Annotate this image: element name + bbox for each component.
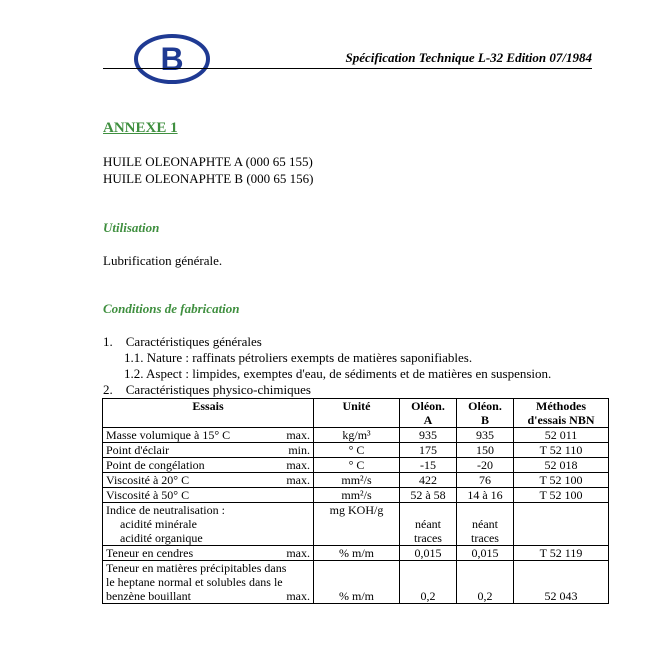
header-oleon-a-line1: Oléon. bbox=[411, 399, 445, 413]
ash-essai: Teneur en cendres bbox=[106, 546, 194, 560]
precip-essai-cell bbox=[103, 561, 314, 604]
unit-cell: mm²/s bbox=[314, 488, 400, 503]
neutral-essai-cell bbox=[103, 503, 314, 546]
list-item-1: 1. Caractéristiques générales bbox=[103, 334, 262, 349]
essai-label: Point d'éclair bbox=[106, 443, 170, 457]
precip-limit: max. bbox=[286, 589, 310, 603]
conditions-heading: Conditions de fabrication bbox=[103, 301, 240, 316]
header-methodes bbox=[514, 399, 609, 428]
precip-line3: benzène bouillant bbox=[106, 589, 191, 603]
unit-cell: ° C bbox=[314, 458, 400, 473]
header-methodes-line2: d'essais NBN bbox=[527, 413, 595, 427]
oleon-a-cell: 52 à 58 bbox=[400, 488, 457, 503]
document-header-title: Spécification Technique L-32 Edition 07/1984 bbox=[345, 50, 592, 65]
ash-b: 0,015 bbox=[457, 546, 514, 561]
oleon-a-cell: -15 bbox=[400, 458, 457, 473]
ash-method: T 52 119 bbox=[514, 546, 609, 561]
oleon-a-cell: 175 bbox=[400, 443, 457, 458]
oleon-a-cell: 935 bbox=[400, 428, 457, 443]
essai-cell bbox=[103, 428, 314, 443]
neutral-b2: traces bbox=[471, 531, 499, 545]
essai-limit: max. bbox=[286, 428, 310, 442]
table-row bbox=[103, 503, 609, 546]
precip-method: 52 043 bbox=[514, 561, 609, 604]
precip-b: 0,2 bbox=[457, 561, 514, 604]
table-row bbox=[103, 488, 609, 503]
essai-limit: max. bbox=[286, 473, 310, 487]
oleon-b-cell: 935 bbox=[457, 428, 514, 443]
table-row bbox=[103, 443, 609, 458]
method-cell: 52 011 bbox=[514, 428, 609, 443]
list-item-2: 2. Caractéristiques physico-chimiques bbox=[103, 382, 311, 397]
neutral-sub2: acidité organique bbox=[120, 531, 203, 545]
method-cell: 52 018 bbox=[514, 458, 609, 473]
unit-cell: kg/m³ bbox=[314, 428, 400, 443]
table-row bbox=[103, 546, 609, 561]
oleon-b-cell: 14 à 16 bbox=[457, 488, 514, 503]
ash-essai-cell bbox=[103, 546, 314, 561]
essai-cell bbox=[103, 458, 314, 473]
neutral-method bbox=[514, 503, 609, 546]
list-item-1-1: 1.1. Nature : raffinats pétroliers exempts de matières saponifiables. bbox=[124, 350, 473, 365]
neutral-a2: traces bbox=[414, 531, 442, 545]
svg-text:B: B bbox=[160, 41, 184, 77]
essai-limit: min. bbox=[288, 443, 310, 457]
method-cell: T 52 100 bbox=[514, 488, 609, 503]
header-essais: Essais bbox=[103, 399, 314, 428]
header-oleon-b-line1: Oléon. bbox=[468, 399, 502, 413]
product-line-b: HUILE OLEONAPHTE B (000 65 156) bbox=[103, 171, 314, 186]
precip-a: 0,2 bbox=[400, 561, 457, 604]
annex-title: ANNEXE 1 bbox=[103, 120, 178, 136]
neutral-a1: néant bbox=[415, 517, 441, 531]
neutral-a-cell bbox=[400, 503, 457, 546]
header-unite: Unité bbox=[314, 399, 400, 428]
precip-line2: le heptane normal et solubles dans le bbox=[106, 575, 283, 589]
precip-unit: % m/m bbox=[314, 561, 400, 604]
table-header-row bbox=[103, 399, 609, 428]
essai-label: Viscosité à 20° C bbox=[106, 473, 190, 487]
oleon-b-cell: 150 bbox=[457, 443, 514, 458]
table-row bbox=[103, 428, 609, 443]
essai-label: Viscosité à 50° C bbox=[106, 488, 190, 502]
essai-label: Point de congélation bbox=[106, 458, 205, 472]
list-item-1-2: 1.2. Aspect : limpides, exemptes d'eau, de sédiments et de matières en suspension. bbox=[124, 366, 552, 381]
oleon-b-cell: -20 bbox=[457, 458, 514, 473]
essai-cell bbox=[103, 473, 314, 488]
header-divider bbox=[103, 68, 592, 69]
method-cell: T 52 110 bbox=[514, 443, 609, 458]
header-oleon-a bbox=[400, 399, 457, 428]
neutral-label: Indice de neutralisation : bbox=[106, 503, 225, 517]
table-row bbox=[103, 473, 609, 488]
essai-cell bbox=[103, 488, 314, 503]
oleon-b-cell: 76 bbox=[457, 473, 514, 488]
essai-limit: max. bbox=[286, 458, 310, 472]
product-line-a: HUILE OLEONAPHTE A (000 65 155) bbox=[103, 154, 313, 169]
neutral-b-cell bbox=[457, 503, 514, 546]
essai-label: Masse volumique à 15° C bbox=[106, 428, 231, 442]
ash-unit: % m/m bbox=[314, 546, 400, 561]
ash-a: 0,015 bbox=[400, 546, 457, 561]
method-cell: T 52 100 bbox=[514, 473, 609, 488]
utilisation-text: Lubrification générale. bbox=[103, 253, 223, 268]
sncb-logo bbox=[134, 34, 210, 84]
header-oleon-a-line2: A bbox=[423, 413, 433, 427]
ash-limit: max. bbox=[286, 546, 310, 560]
oleon-a-cell: 422 bbox=[400, 473, 457, 488]
utilisation-heading: Utilisation bbox=[103, 220, 160, 235]
precip-line1: Teneur en matières précipitables dans bbox=[106, 561, 287, 575]
unit-cell: ° C bbox=[314, 443, 400, 458]
spec-table bbox=[102, 398, 609, 604]
neutral-b1: néant bbox=[472, 517, 498, 531]
essai-cell bbox=[103, 443, 314, 458]
header-oleon-b-line2: B bbox=[480, 413, 489, 427]
unit-cell: mm²/s bbox=[314, 473, 400, 488]
header-oleon-b bbox=[457, 399, 514, 428]
table-row bbox=[103, 458, 609, 473]
table-row bbox=[103, 561, 609, 604]
header-methodes-line1: Méthodes bbox=[536, 399, 586, 413]
neutral-unit: mg KOH/g bbox=[314, 503, 400, 546]
neutral-sub1: acidité minérale bbox=[120, 517, 197, 531]
